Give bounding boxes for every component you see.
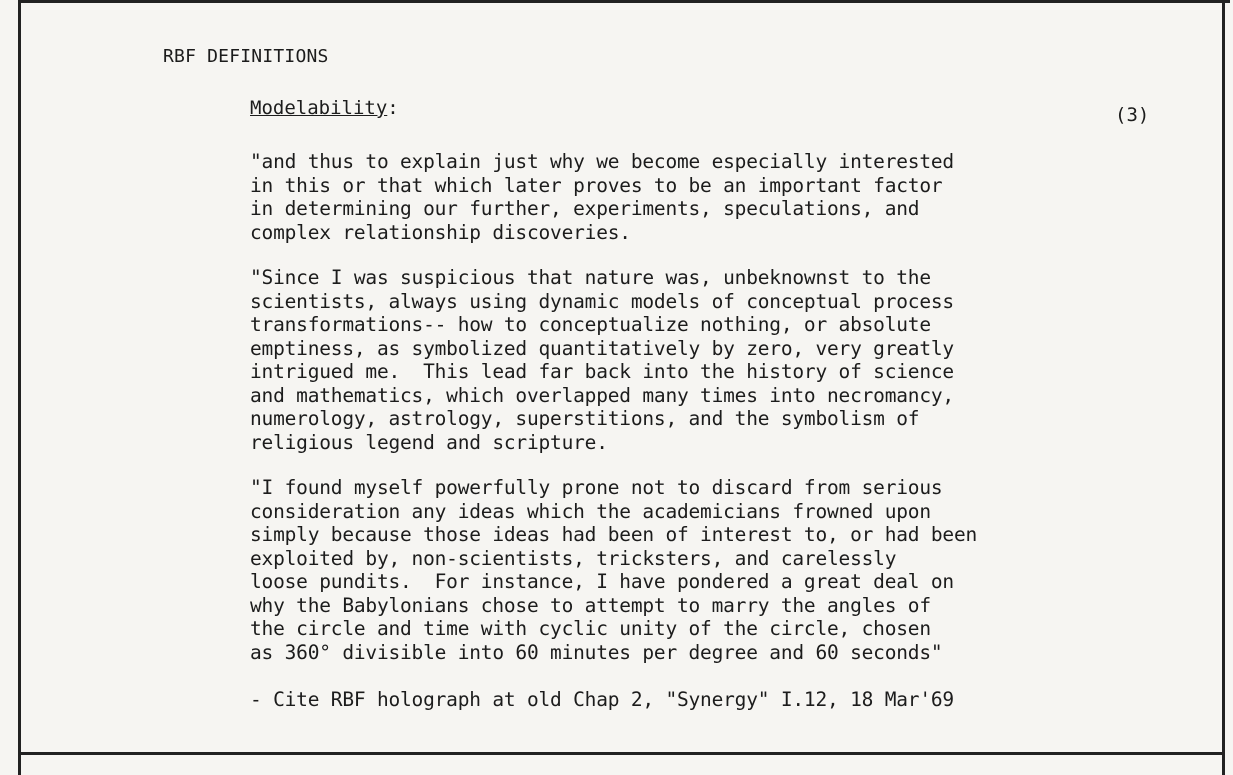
paragraph-line: and mathematics, which overlapped many times into necromancy, (250, 383, 954, 407)
paragraph-line: in this or that which later proves to be an important factor (250, 173, 943, 197)
paragraph-line: religious legend and scripture. (250, 430, 608, 454)
frame-top-border (18, 0, 1230, 3)
term-heading (250, 97, 399, 119)
paragraph-line: consideration any ideas which the academicians frowned upon (250, 499, 931, 523)
paragraph-2 (250, 266, 954, 454)
frame-left-border (18, 0, 21, 775)
paragraph-line: complex relationship discoveries. (250, 220, 631, 244)
frame-right-border (1222, 0, 1225, 775)
paragraph-line: scientists, always using dynamic models of conceptual process (250, 289, 954, 313)
paragraph-line: emptiness, as symbolized quantitatively by zero, very greatly (250, 336, 954, 360)
frame-bottom-border (18, 752, 1225, 755)
paragraph-3 (250, 476, 977, 664)
paragraph-line: as 360° divisible into 60 minutes per degree and 60 seconds" (250, 640, 943, 664)
paragraph-line: transformations-- how to conceptualize nothing, or absolute (250, 313, 931, 336)
term-suffix: : (387, 97, 399, 119)
page-number: (3) (1115, 104, 1150, 126)
paragraph-line: in determining our further, experiments, speculations, and (250, 197, 920, 220)
paragraph-line: intrigued me. This lead far back into the history of science (250, 360, 954, 383)
document-header: RBF DEFINITIONS (163, 46, 329, 67)
paragraph-line: loose pundits. For instance, I have pondered a great deal on (250, 570, 954, 593)
term-name: Modelability (250, 97, 388, 119)
paragraph-line: "I found myself powerfully prone not to discard from serious (250, 476, 943, 499)
paragraph-line: the circle and time with cyclic unity of the circle, chosen (250, 617, 931, 640)
citation: - Cite RBF holograph at old Chap 2, "Synergy" I.12, 18 Mar'69 (250, 688, 954, 711)
paragraph-line: why the Babylonians chose to attempt to marry the angles of (250, 593, 931, 617)
paragraph-line: simply because those ideas had been of interest to, or had been (250, 523, 978, 546)
paragraph-1 (250, 150, 954, 244)
paragraph-line: "Since I was suspicious that nature was, unbeknownst to the (250, 266, 931, 289)
paragraph-line: numerology, astrology, superstitions, and the symbolism of (250, 407, 920, 430)
paragraph-line: "and thus to explain just why we become especially interested (250, 150, 954, 173)
paragraph-line: exploited by, non-scientists, tricksters, and carelessly (250, 546, 897, 570)
